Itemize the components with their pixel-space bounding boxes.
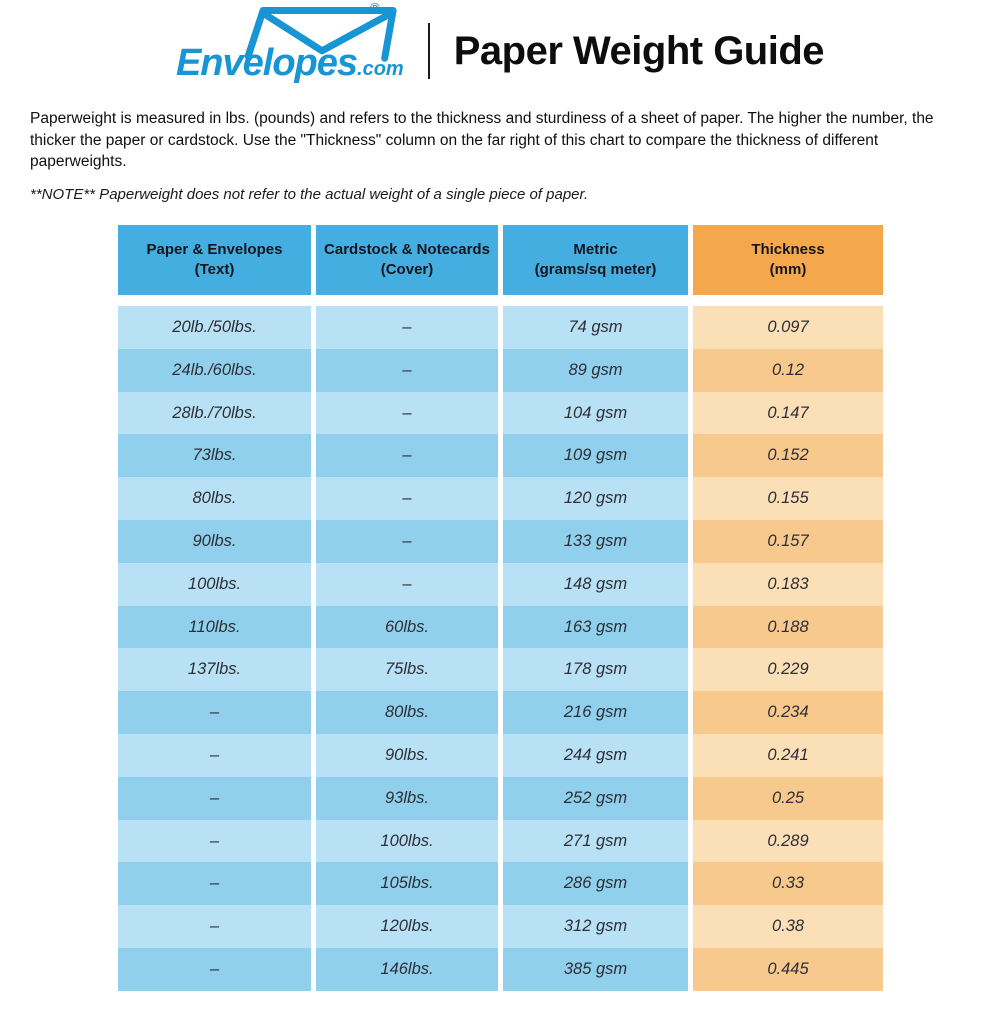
masthead [0,0,1000,88]
table-cell: 120lbs. [316,905,498,948]
intro-paragraph: Paperweight is measured in lbs. (pounds) and refers to the thickness and sturdiness of a sheet of paper. The higher the number, the thicker the paper or cardstock. Use the "Thickness" column on the far right of this chart to compare the thickness of different paperweights. [30,110,934,171]
table-cell: 0.241 [693,734,883,777]
table-cell: 80lbs. [316,691,498,734]
table-cell: 60lbs. [316,606,498,649]
table-cell: 74 gsm [503,306,688,349]
table-cell: – [118,777,311,820]
table-cell: 100lbs. [118,563,311,606]
column-header-label: Cardstock & Notecards [324,240,490,258]
table-cell: 24lb./60lbs. [118,349,311,392]
table-cell: 137lbs. [118,648,311,691]
table-cell: – [118,905,311,948]
table-cell: 286 gsm [503,862,688,905]
column-header-label: Metric [573,240,618,258]
table-cell: – [118,948,311,991]
column-header-cardstock-notecards [316,225,498,295]
paper-weight-table [118,225,883,991]
column-header-label: Thickness [751,240,825,258]
table-cell: – [316,477,498,520]
table-cell: – [316,434,498,477]
table-cell: 0.38 [693,905,883,948]
table-cell: 0.097 [693,306,883,349]
table-cell: 0.183 [693,563,883,606]
table-cell: 163 gsm [503,606,688,649]
table-cell: 0.289 [693,820,883,863]
intro-note: **NOTE** Paperweight does not refer to the actual weight of a single piece of paper. [30,186,589,204]
table-cell: 20lb./50lbs. [118,306,311,349]
table-cell: 110lbs. [118,606,311,649]
table-cell: 0.152 [693,434,883,477]
table-cell: 93lbs. [316,777,498,820]
intro-section [0,108,1000,203]
table-cell: – [316,349,498,392]
table-cell: 146lbs. [316,948,498,991]
table-body [118,306,883,991]
column-header-thickness [693,225,883,295]
column-header-sublabel: (mm) [769,261,807,279]
table-cell: 0.445 [693,948,883,991]
column-header-sublabel: (Text) [194,261,235,279]
envelope-icon [238,4,406,62]
header-divider [428,23,430,79]
table-cell: 0.155 [693,477,883,520]
table-cell: 73lbs. [118,434,311,477]
table-cell: 120 gsm [503,477,688,520]
table-cell: 385 gsm [503,948,688,991]
table-cell: 178 gsm [503,648,688,691]
table-cell: – [118,734,311,777]
table-cell: – [316,563,498,606]
table-cell: – [316,392,498,435]
page-title: Paper Weight Guide [453,28,825,73]
logo-suffix-text: .com [357,57,404,80]
table-cell: 90lbs. [316,734,498,777]
table-cell: 0.188 [693,606,883,649]
table-cell: 75lbs. [316,648,498,691]
table-cell: 0.25 [693,777,883,820]
logo-brand-text: Envelopes [175,41,358,84]
table-cell: 80lbs. [118,477,311,520]
table-cell: 28lb./70lbs. [118,392,311,435]
table-cell: 0.229 [693,648,883,691]
table-cell: 0.33 [693,862,883,905]
column-header-metric [503,225,688,295]
table-cell: 90lbs. [118,520,311,563]
table-cell: 89 gsm [503,349,688,392]
table-cell: 109 gsm [503,434,688,477]
table-cell: 105lbs. [316,862,498,905]
table-cell: – [118,691,311,734]
column-header-sublabel: (grams/sq meter) [534,261,657,279]
table-cell: – [118,820,311,863]
table-cell: 0.12 [693,349,883,392]
table-cell: – [316,520,498,563]
table-cell: 312 gsm [503,905,688,948]
table-cell: – [118,862,311,905]
table-cell: 0.157 [693,520,883,563]
table-cell: 216 gsm [503,691,688,734]
table-cell: – [316,306,498,349]
table-cell: 252 gsm [503,777,688,820]
table-cell: 0.147 [693,392,883,435]
envelopes-logo [175,0,404,85]
table-cell: 148 gsm [503,563,688,606]
table-cell: 104 gsm [503,392,688,435]
table-cell: 100lbs. [316,820,498,863]
table-cell: 271 gsm [503,820,688,863]
table-cell: 0.234 [693,691,883,734]
registered-mark: ® [370,0,380,15]
table-header-row [118,225,883,295]
table-cell: 244 gsm [503,734,688,777]
table-cell: 133 gsm [503,520,688,563]
column-header-label: Paper & Envelopes [146,240,283,258]
column-header-paper-envelopes [118,225,311,295]
column-header-sublabel: (Cover) [380,261,434,279]
